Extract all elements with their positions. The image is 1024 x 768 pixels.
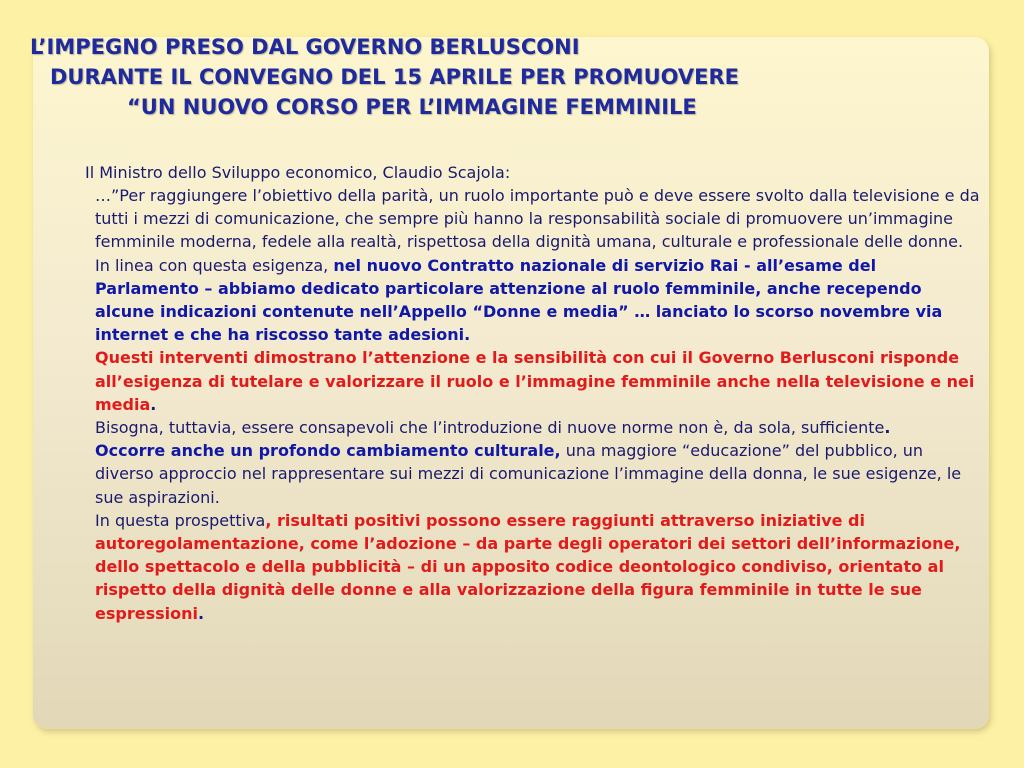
title-line-1: L’IMPEGNO PRESO DAL GOVERNO BERLUSCONI [30,35,580,59]
bisogna-paragraph [95,416,980,439]
title-line-2: DURANTE IL CONVEGNO DEL 15 APRILE PER PROMUOVERE [50,65,740,89]
quote-paragraph [95,184,980,254]
interventi-red-text: Questi interventi dimostrano l’attenzione e la sensibilità con cui il Governo Berlusconi risponde all’esigenza di tutelare e valorizzare il ruolo e l’immagine femminile anche nella televisione e nei media [95,348,975,414]
interventi-period: . [150,394,157,414]
slide-title [0,32,1024,122]
bisogna-text: Bisogna, tuttavia, essere consapevoli che l’introduzione di nuove norme non è, da sola, sufficiente [95,418,885,438]
esigenza-paragraph [95,254,980,347]
occorre-bold-text: Occorre anche un profondo cambiamento culturale, [95,441,561,461]
occorre-paragraph [95,439,980,509]
interventi-paragraph [95,346,980,416]
quote-text: …”Per raggiungere l’obiettivo della parità, un ruolo importante può e deve essere svolto dalla televisione e da tutti i mezzi di comunicazione, che sempre più hanno la responsabilità sociale di promuovere un’immagine femminile moderna, fedele alla realtà, rispettosa della dignità umana, culturale e professionale delle donne. [95,186,980,252]
prospettiva-red-text: , risultati positivi possono essere raggiunti attraverso iniziative di autoregolamentazione, come l’adozione – da parte degli operatori dei settori dell’informazione, dello spettacolo e della pubblicità – di un apposito codice deontologico condiviso, orientato al rispetto della dignità delle donne e alla valorizzazione della figura femminile in tutte le sue espressioni [95,510,961,623]
bisogna-period: . [884,418,891,438]
esigenza-bold-text: nel nuovo Contratto nazionale di servizio Rai - all’esame del Parlamento – abbiamo dedicato particolare attenzione al ruolo femminile, anche recependo alcune indicazioni contenute nell’Appello “Donne e media” … lanciato lo scorso novembre via internet e che ha riscosso tante adesioni. [95,255,943,345]
esigenza-plain-text: In linea con questa esigenza, [95,255,334,275]
prospettiva-period: . [197,603,205,623]
occorre-plain-text: una maggiore “educazione” del pubblico, un diverso approccio nel rappresentare sui mezzi di comunicazione l’immagine della donna, le sue esigenze, le sue aspirazioni. [95,441,962,507]
intro-line: Il Ministro dello Sviluppo economico, Claudio Scajola: [85,163,511,182]
prospettiva-plain-text: In questa prospettiva [95,510,266,530]
prospettiva-paragraph [95,509,980,625]
slide-body [95,184,980,625]
title-line-3: “UN NUOVO CORSO PER L’IMMAGINE FEMMINILE [127,95,697,119]
